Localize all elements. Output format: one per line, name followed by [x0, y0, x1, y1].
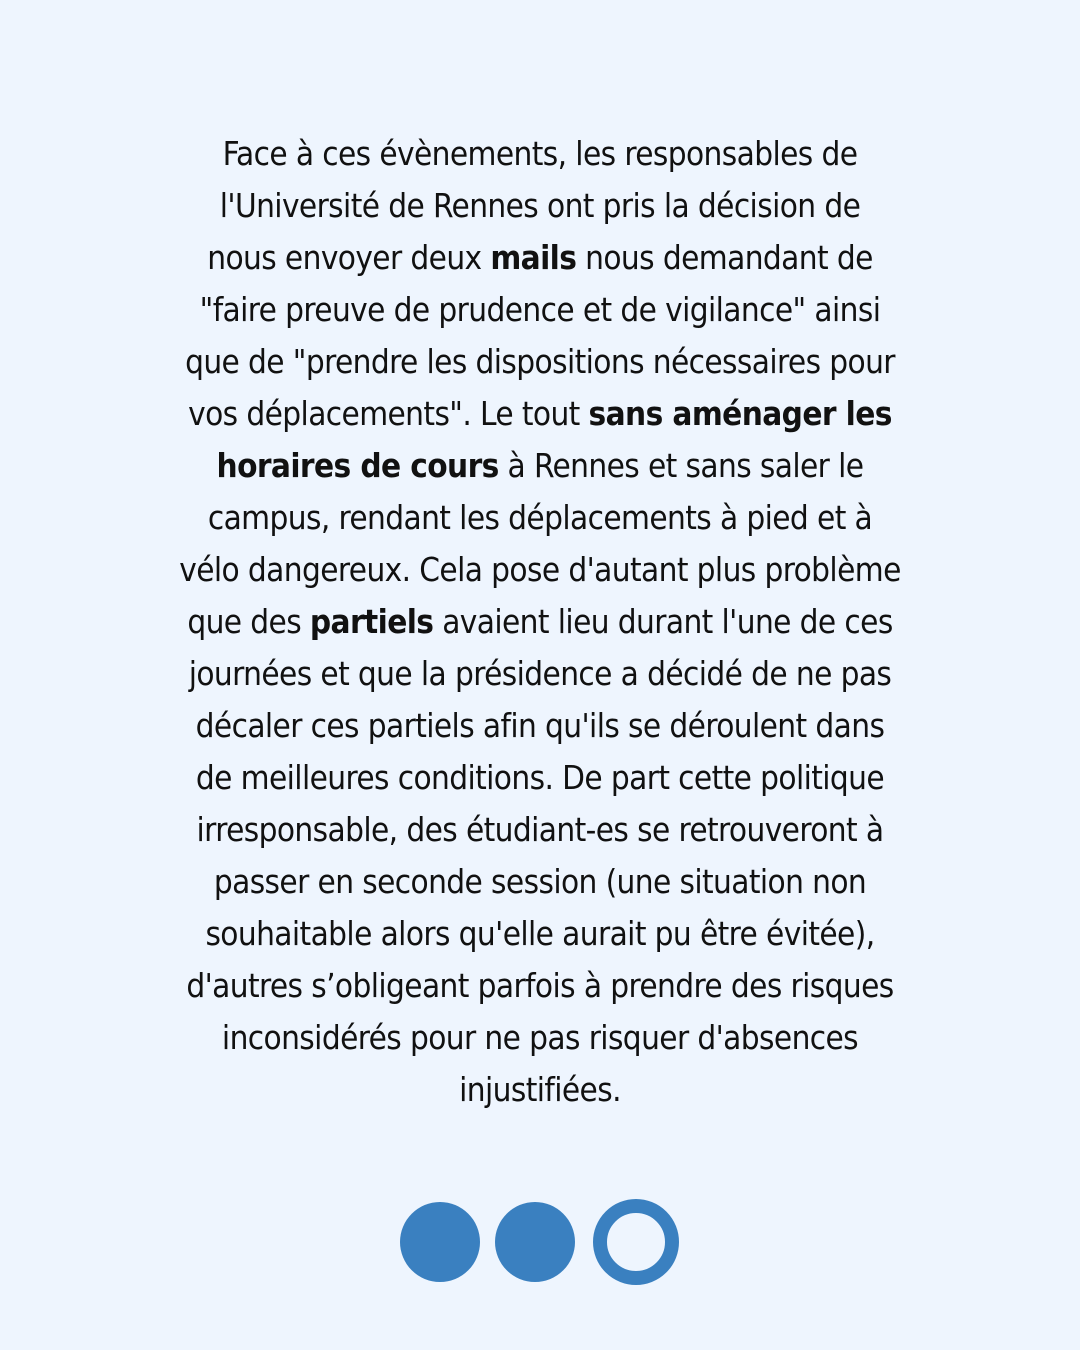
text-line — [100, 700, 980, 752]
text-line — [100, 128, 980, 180]
text-segment: passer en seconde session (une situation non — [213, 862, 867, 901]
text-segment: inconsidérés pour ne pas risquer d'absences — [221, 1018, 859, 1057]
text-segment: l'Université de Rennes ont pris la décision de — [219, 186, 861, 225]
text-segment: vos déplacements". Le tout — [188, 394, 589, 433]
text-segment: que de "prendre les dispositions nécessaires pour — [185, 342, 895, 381]
text-segment: journées et que la présidence a décidé de ne pas — [188, 654, 892, 693]
text-line — [100, 336, 980, 388]
text-segment: injustifiées. — [459, 1070, 621, 1109]
text-segment: à Rennes et sans saler le — [498, 446, 864, 485]
emphasized-text: sans aménager les — [588, 394, 892, 433]
text-segment: Face à ces évènements, les responsables de — [222, 134, 858, 173]
text-line — [100, 804, 980, 856]
text-segment: nous demandant de — [576, 238, 873, 277]
text-line — [100, 752, 980, 804]
text-segment: irresponsable, des étudiant-es se retrouveront à — [196, 810, 884, 849]
text-segment: vélo dangereux. Cela pose d'autant plus problème — [179, 550, 901, 589]
text-line — [100, 492, 980, 544]
text-segment: campus, rendant les déplacements à pied et à — [207, 498, 873, 537]
text-line — [100, 596, 980, 648]
text-line — [100, 648, 980, 700]
text-line — [100, 284, 980, 336]
text-line — [100, 180, 980, 232]
text-line — [100, 232, 980, 284]
emphasized-text: mails — [490, 238, 577, 277]
text-line — [100, 1012, 980, 1064]
text-line — [100, 440, 980, 492]
text-line — [100, 544, 980, 596]
body-paragraph — [100, 128, 980, 1116]
text-line — [100, 856, 980, 908]
pagination-dot[interactable] — [495, 1202, 575, 1282]
emphasized-text: horaires de cours — [216, 446, 499, 485]
pagination-dot[interactable] — [400, 1202, 480, 1282]
text-segment: décaler ces partiels afin qu'ils se déroulent dans — [195, 706, 885, 745]
text-segment: de meilleures conditions. De part cette politique — [195, 758, 885, 797]
text-segment: souhaitable alors qu'elle aurait pu être évitée), — [205, 914, 875, 953]
text-line — [100, 908, 980, 960]
text-segment: "faire preuve de prudence et de vigilance" ainsi — [199, 290, 881, 329]
text-line — [100, 960, 980, 1012]
text-segment: nous envoyer deux — [207, 238, 491, 277]
text-line — [100, 1064, 980, 1116]
emphasized-text: partiels — [309, 602, 434, 641]
pagination-dot-current[interactable] — [593, 1199, 679, 1285]
text-segment: avaient lieu durant l'une de ces — [433, 602, 893, 641]
text-line — [100, 388, 980, 440]
text-segment: d'autres s’obligeant parfois à prendre des risques — [186, 966, 894, 1005]
pagination-dots — [0, 1200, 1080, 1286]
text-segment: que des — [187, 602, 310, 641]
